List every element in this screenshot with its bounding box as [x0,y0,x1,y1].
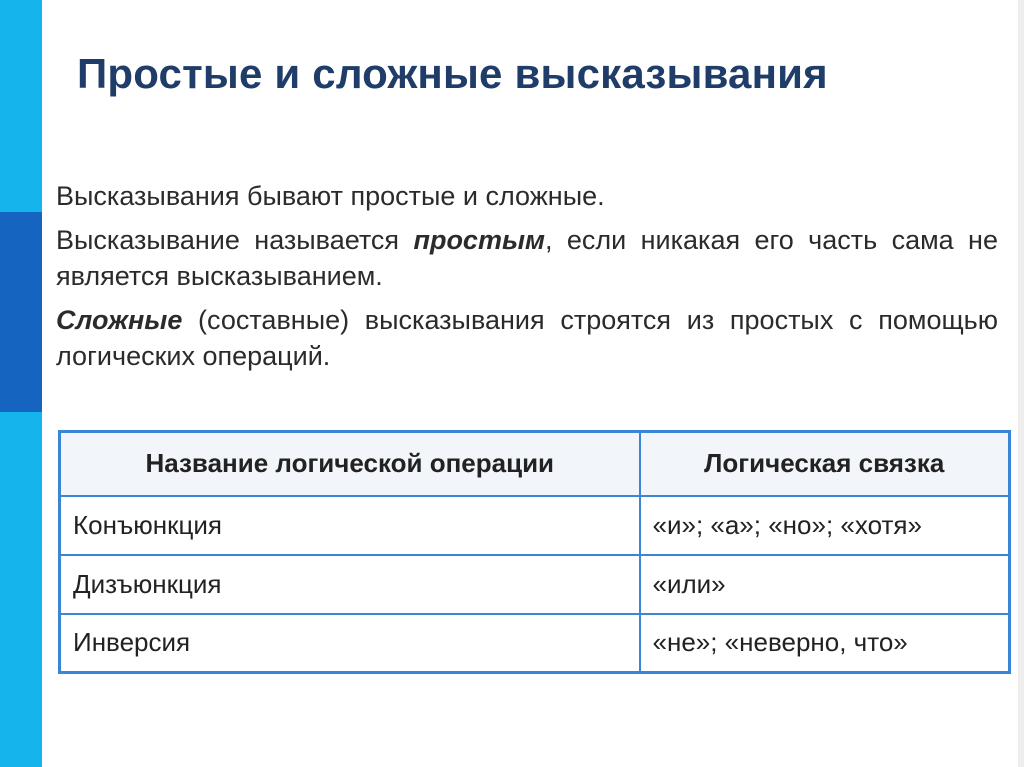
paragraph-2 [56,222,998,294]
paragraph-1 [56,178,998,214]
term-simple: простым [413,225,545,255]
paragraph-3 [56,302,998,374]
paragraph-2-rest: , если никакая его часть сама не является высказыванием. [56,225,998,291]
header-operation-name: Название логической операции [60,432,640,496]
right-edge-strip [1018,0,1024,767]
slide-title: Простые и сложные высказывания [77,50,828,97]
table-row [60,496,1010,555]
side-decor-bar [0,0,42,767]
paragraph-2-lead: Высказывание называется [56,225,414,255]
cell-operation: Конъюнкция [60,496,640,555]
table-header-row [60,432,1010,496]
term-complex: Сложные [56,305,183,335]
cell-operation: Инверсия [60,614,640,673]
cell-connective: «или» [640,555,1010,614]
paragraph-3-rest: (составные) высказывания строятся из простых с помощью логических операций. [56,305,998,371]
cell-operation: Дизъюнкция [60,555,640,614]
slide-body [56,178,998,374]
logic-operations-table [58,430,1011,674]
paragraph-1-text: Высказывания бывают простые и сложные. [56,181,605,211]
cell-connective: «не»; «неверно, что» [640,614,1010,673]
table-row [60,614,1010,673]
cell-connective: «и»; «а»; «но»; «хотя» [640,496,1010,555]
table-row [60,555,1010,614]
header-connective: Логическая связка [640,432,1010,496]
side-decor-accent [0,212,42,412]
